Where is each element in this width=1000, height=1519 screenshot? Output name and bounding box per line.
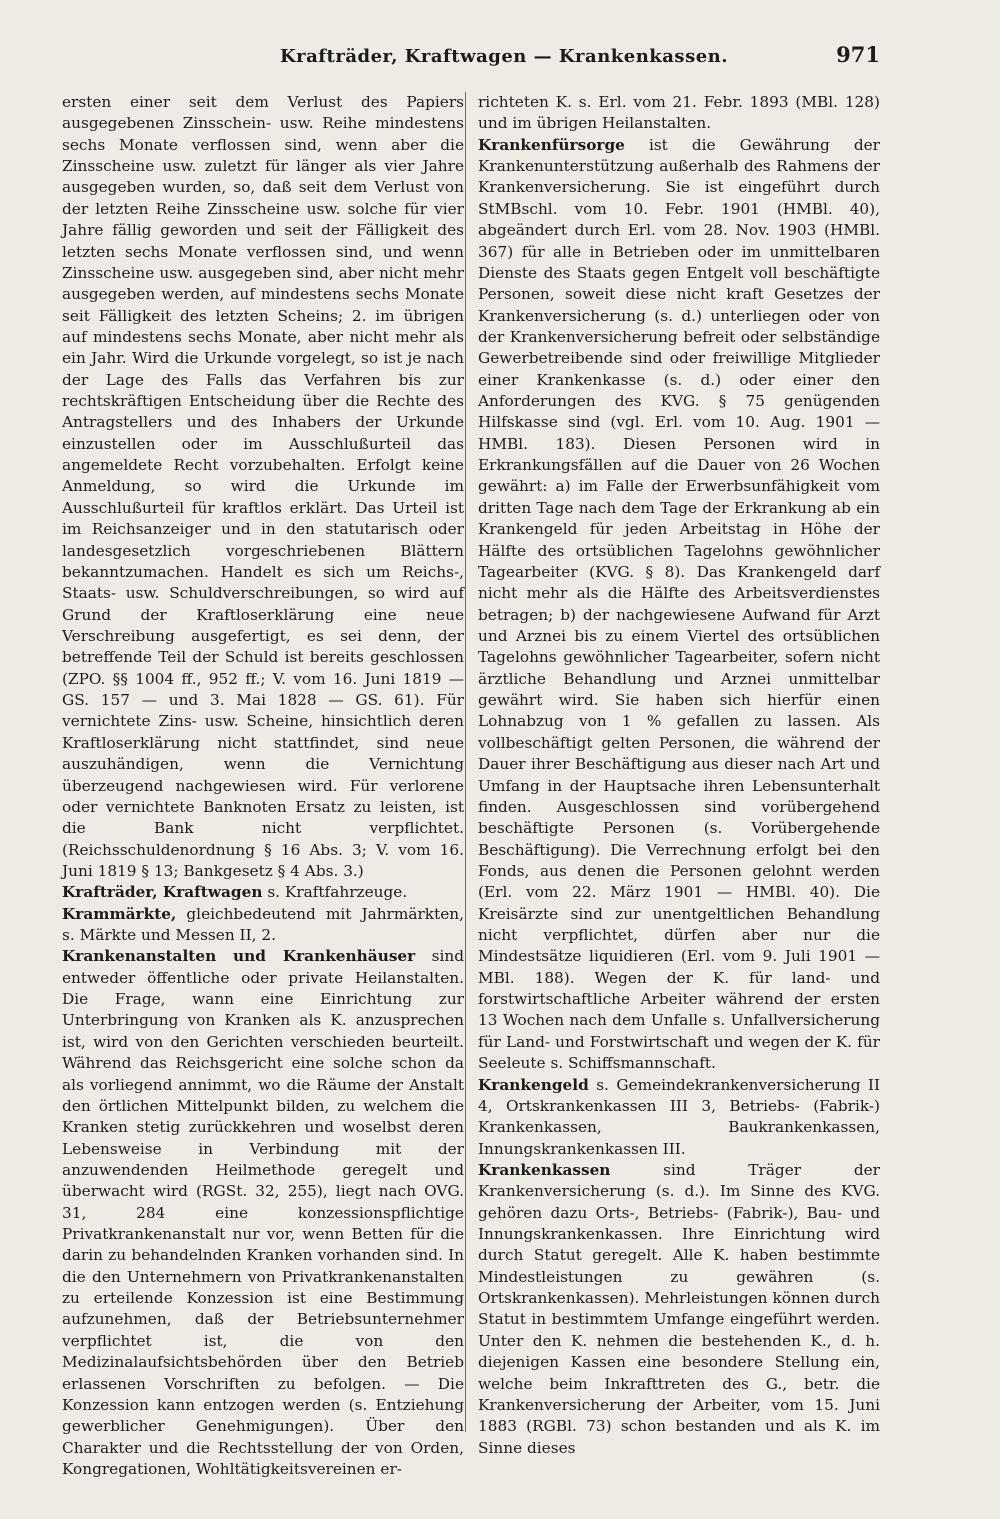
entry-headword: Krafträder, Kraftwagen [62, 883, 263, 902]
entry-headword: Krammärkte, [62, 904, 177, 923]
entry-headword: Krankenfürsorge [478, 135, 625, 154]
entry-text: s. Gemeindekrankenversicherung II 4, Ortskrankenkassen III 3, Betriebs- (Fabrik-) Krankenkassen, Baukrankenkassen, Innungskrankenkassen III. [478, 1075, 880, 1158]
entry-kraftraeder [62, 882, 464, 903]
page-header [60, 40, 880, 80]
running-head: Krafträder, Kraftwagen — Krankenkassen. [280, 46, 729, 67]
entry-text: gleichbedeutend mit Jahrmärkten, s. Märkte und Messen II, 2. [62, 904, 464, 945]
right-paragraph-continuation [478, 92, 880, 135]
entry-headword: Krankengeld [478, 1075, 589, 1094]
entry-krammaerkte [62, 904, 464, 947]
entry-text: sind entweder öffentliche oder private Heilanstalten. Die Frage, wann eine Einrichtung zur Unterbringung von Kranken als K. anzusprechen ist, wird von den Gerichten verschieden beurteilt. Während das Reichsgericht eine solche schon da als vorliegend annimmt, wo die Räume der Anstalt den örtlichen Mittelpunkt bilden, zu welchem die Kranken stetig zurückkehren und woselbst deren Lebensweise in Verbindung mit der anzuwendenden Heilmethode geregelt und überwacht wird (RGSt. 32, 255), liegt nach OVG. 31, 284 eine konzessionspflichtige Privatkrankenanstalt nur vor, wenn Betten für die darin zu behandelnden Kranken vorhanden sind. In die den Unternehmern von Privatkrankenanstalten zu erteilende Konzession ist eine Bestimmung aufzunehmen, daß der Betriebsunternehmer verpflichtet ist, die von den Medizinalaufsichtsbehörden über den Betrieb erlassenen Vorschriften zu befolgen. — Die Konzession kann entzogen werden (s. Entziehung gewerblicher Genehmigungen). Über den Charakter und die Rechtsstellung der von Orden, Kongregationen, Wohltätigkeitsvereinen er- [62, 947, 465, 1478]
entry-krankenanstalten [62, 946, 464, 1480]
entry-headword: Krankenkassen [478, 1160, 611, 1179]
entry-krankenkassen [478, 1160, 880, 1459]
entry-headword: Krankenanstalten und Krankenhäuser [62, 947, 416, 966]
entry-text: sind Träger der Krankenversicherung (s. d.). Im Sinne des KVG. gehören dazu Orts-, Betriebs- (Fabrik-), Bau- und Innungskrankenkassen. Ihre Einrichtung wird durch Statut geregelt. Alle K. haben bestimmte Mindestleistungen zu gewähren (s. Ortskrankenkassen). Mehrleistungen können durch Statut in bestimmtem Umfange eingeführt werden. Unter den K. nehmen die bestehenden K., d. h. diejenigen Kassen eine besondere Stellung ein, welche beim Inkrafttreten des G., betr. die Krankenversicherung der Arbeiter, vom 15. Juni 1883 (RGBl. 73) schon bestanden und als K. im Sinne dieses [478, 1160, 880, 1457]
paragraph-text: ersten einer seit dem Verlust des Papiers ausgegebenen Zinsschein- usw. Reihe mindestens sechs Monate verflossen sind, wenn aber die Zinsscheine usw. zuletzt für länger als vier Jahre ausgegeben wurden, so, daß seit dem Verlust von der letzten Reihe Zinsscheine usw. solche für vier Jahre fällig geworden und seit der Fälligkeit des letzten sechs Monate verflossen sind, und wenn Zinsscheine usw. ausgegeben sind, aber nicht mehr ausgegeben werden, auf mindestens sechs Monate seit Fälligkeit des letzten Scheins; 2. im übrigen auf mindestens sechs Monate, aber nicht mehr als ein Jahr. Wird die Urkunde vorgelegt, so ist je nach der Lage des Falls das Verfahren bis zur rechtskräftigen Entscheidung über die Rechte des Antragstellers und des Inhabers der Urkunde einzustellen oder im Ausschlußurteil das angemeldete Recht vorzubehalten. Erfolgt keine Anmeldung, so wird die Urkunde im Ausschlußurteil für kraftlos erklärt. Das Urteil ist im Reichsanzeiger und in den statutarisch oder landesgesetzlich vorgeschriebenen Blättern bekanntzumachen. Handelt es sich um Reichs-, Staats- usw. Schuldverschreibungen, so wird auf Grund der Kraftloserklärung eine neue Verschreibung ausgefertigt, es sei denn, der betreffende Teil der Schuld ist bereits geschlossen (ZPO. §§ 1004 ff., 952 ff.; V. vom 16. Juni 1819 — GS. 157 — und 3. Mai 1828 — GS. 61). Für vernichtete Zins- usw. Scheine, hinsichtlich deren Kraftloserklärung nicht stattfindet, sind neue auszuhändigen, wenn die Vernichtung überzeugend nachgewiesen wird. Für verlorene oder vernichtete Banknoten Ersatz zu leisten, ist die Bank nicht verpflichtet. (Reichsschuldenordnung § 16 Abs. 3; V. vom 16. Juni 1819 § 13; Bankgesetz § 4 Abs. 3.) [62, 93, 464, 880]
right-column [478, 92, 880, 1457]
entry-krankengeld [478, 1075, 880, 1160]
left-column [62, 92, 465, 1478]
entry-text: ist die Gewährung der Krankenunterstützung außerhalb des Rahmens der Krankenversicherung. Sie ist eingeführt durch StMBschl. vom 10. Febr. 1901 (HMBl. 40), abgeändert durch Erl. vom 28. Nov. 1903 (HMBl. 367) für alle in Betrieben oder im unmittelbaren Dienste des Staats gegen Entgelt voll beschäftigte Personen, soweit diese nicht kraft Gesetzes der Krankenversicherung (s. d.) unterliegen oder von der Krankenversicherung befreit oder selbständige Gewerbetreibende sind oder freiwillige Mitglieder einer Krankenkasse (s. d.) oder einer den Anforderungen des KVG. § 75 genügenden Hilfskasse sind (vgl. Erl. vom 10. Aug. 1901 — HMBl. 183). Diesen Personen wird in Erkrankungsfällen auf die Dauer von 26 Wochen gewährt: a) im Falle der Erwerbsunfähigkeit vom dritten Tage nach dem Tage der Erkrankung ab ein Krankengeld für jeden Arbeitstag in Höhe der Hälfte des ortsüblichen Tagelohns gewöhnlicher Tagearbeiter (KVG. § 8). Das Krankengeld darf nicht mehr als die Hälfte des Arbeitsverdienstes betragen; b) der nachgewiesene Aufwand für Arzt und Arznei bis zu einem Viertel des ortsüblichen Tagelohns gewöhnlicher Tagearbeiter, sofern nicht ärztliche Behandlung und Arznei unmittelbar gewährt wird. Sie haben sich hierfür einen Lohnabzug von 1 % gefallen zu lassen. Als vollbeschäftigt gelten Personen, die während der Dauer ihrer Beschäftigung aus dieser nach Art und Umfang in der Hauptsache ihren Lebensunterhalt finden. Ausgeschlossen sind vorübergehend beschäftigte Personen (s. Vorübergehende Beschäftigung). Die Verrechnung erfolgt bei den Fonds, aus denen die Personen gelohnt werden (Erl. vom 22. März 1901 — HMBl. 40). Die Kreisärzte sind zur unentgeltlichen Behandlung nicht verpflichtet, dürfen aber nur die Mindestsätze liquidieren (Erl. vom 9. Juli 1901 — MBl. 188). Wegen der K. für land- und forstwirtschaftliche Arbeiter während der ersten 13 Wochen nach dem Unfalle s. Unfallversicherung für Land- und Forstwirtschaft und wegen der K. für Seeleute s. Schiffsmannschaft. [478, 135, 880, 1073]
paragraph-text: richteten K. s. Erl. vom 21. Febr. 1893 (MBl. 128) und im übrigen Heilanstalten. [478, 93, 880, 133]
page-number: 971 [836, 42, 880, 67]
entry-krankenfuersorge [478, 135, 880, 1075]
left-paragraph-continuation [62, 92, 464, 882]
entry-text: s. Kraftfahrzeuge. [262, 883, 408, 902]
column-divider [465, 92, 466, 1432]
